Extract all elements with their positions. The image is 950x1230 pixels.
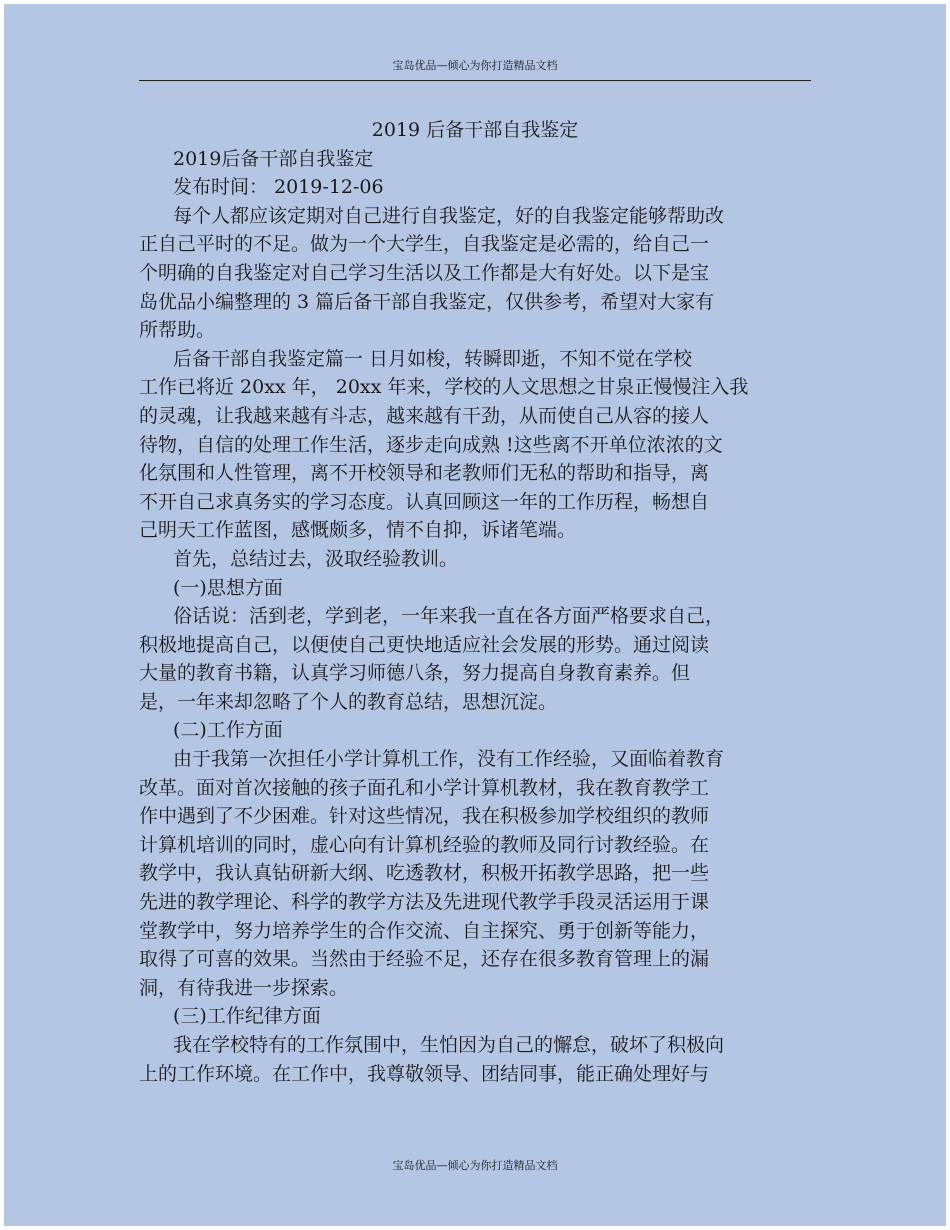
page-header: 宝岛优品—倾心为你打造精品文档 xyxy=(139,58,811,81)
text-line: 后备干部自我鉴定篇一 日月如梭，转瞬即逝，不知不觉在学校 xyxy=(173,347,693,370)
text-line: 首先，总结过去，汲取经验教训。 xyxy=(173,547,459,570)
text-line: 教学中，我认真钻研新大纲、吃透教材，积极开拓教学思路，把一些 xyxy=(139,862,710,885)
text-line: 所帮助。 xyxy=(139,319,216,342)
text-line: 作中遇到了不少困难。针对这些情况，我在积极参加学校组织的教师 xyxy=(139,805,710,828)
document-page xyxy=(4,4,946,1226)
text-line: 洞，有待我进一步探索。 xyxy=(139,976,349,999)
text-line: 大量的教育书籍，认真学习师德八条，努力提高自身教育素养。但 xyxy=(139,662,691,685)
text-line: 正自己平时的不足。做为一个大学生，自我鉴定是必需的，给自己一 xyxy=(139,233,710,256)
text-line: 化氛围和人性管理，离不开校领导和老教师们无私的帮助和指导，离 xyxy=(139,462,710,485)
paragraph-lines xyxy=(139,145,811,1089)
text-line: 先进的教学理论、科学的教学方法及先进现代教学手段灵活运用于课 xyxy=(139,891,710,914)
text-line: 每个人都应该定期对自己进行自我鉴定，好的自我鉴定能够帮助改 xyxy=(173,204,725,227)
text-line: 堂教学中，努力培养学生的合作交流、自主探究、勇于创新等能力， xyxy=(139,919,710,942)
text-line: 岛优品小编整理的 3 篇后备干部自我鉴定，仅供参考，希望对大家有 xyxy=(139,290,715,313)
text-line: (三)工作纪律方面 xyxy=(173,1005,321,1028)
document-title: 2019 后备干部自我鉴定 xyxy=(371,119,579,141)
text-line: 由于我第一次担任小学计算机工作，没有工作经验，又面临着教育 xyxy=(173,748,725,771)
text-line: 上的工作环境。在工作中，我尊敬领导、团结同事，能正确处理好与 xyxy=(139,1062,710,1085)
text-line: 不开自己求真务实的学习态度。认真回顾这一年的工作历程，畅想自 xyxy=(139,490,710,513)
text-line: 2019后备干部自我鉴定 xyxy=(173,147,374,170)
text-line: 待物，自信的处理工作生活，逐步走向成熟 !这些离不开单位浓浓的文 xyxy=(139,433,723,456)
text-line: 俗话说：活到老，学到老，一年来我一直在各方面严格要求自己， xyxy=(173,605,725,628)
text-line: 的灵魂，让我越来越有斗志，越来越有干劲，从而使自己从容的接人 xyxy=(139,404,710,427)
text-line: 发布时间： 2019-12-06 xyxy=(173,176,384,199)
text-line: 我在学校特有的工作氛围中，生怕因为自己的懈怠，破坏了积极向 xyxy=(173,1034,725,1056)
text-line: (二)工作方面 xyxy=(173,719,283,742)
text-line: 己明天工作蓝图，感慨颇多，情不自抑，诉诸笔端。 xyxy=(139,519,577,542)
text-line: 个明确的自我鉴定对自己学习生活以及工作都是大有好处。以下是宝 xyxy=(139,261,710,284)
text-line: (一)思想方面 xyxy=(173,576,283,599)
text-line: 改革。面对首次接触的孩子面孔和小学计算机教材，我在教育教学工 xyxy=(139,776,710,799)
document-body xyxy=(139,116,811,1088)
text-line: 积极地提高自己，以便使自己更快地适应社会发展的形势。通过阅读 xyxy=(139,633,710,656)
text-line: 计算机培训的同时，虚心向有计算机经验的教师及同行讨教经验。在 xyxy=(139,833,710,856)
text-line: 取得了可喜的效果。当然由于经验不足，还存在很多教育管理上的漏 xyxy=(139,948,710,971)
page-footer: 宝岛优品—倾心为你打造精品文档 xyxy=(392,1159,558,1172)
text-line: 是，一年来却忽略了个人的教育总结，思想沉淀。 xyxy=(139,690,558,713)
text-line: 工作已将近 20xx 年， 20xx 年来，学校的人文思想之甘泉正慢慢注入我 xyxy=(139,376,749,399)
